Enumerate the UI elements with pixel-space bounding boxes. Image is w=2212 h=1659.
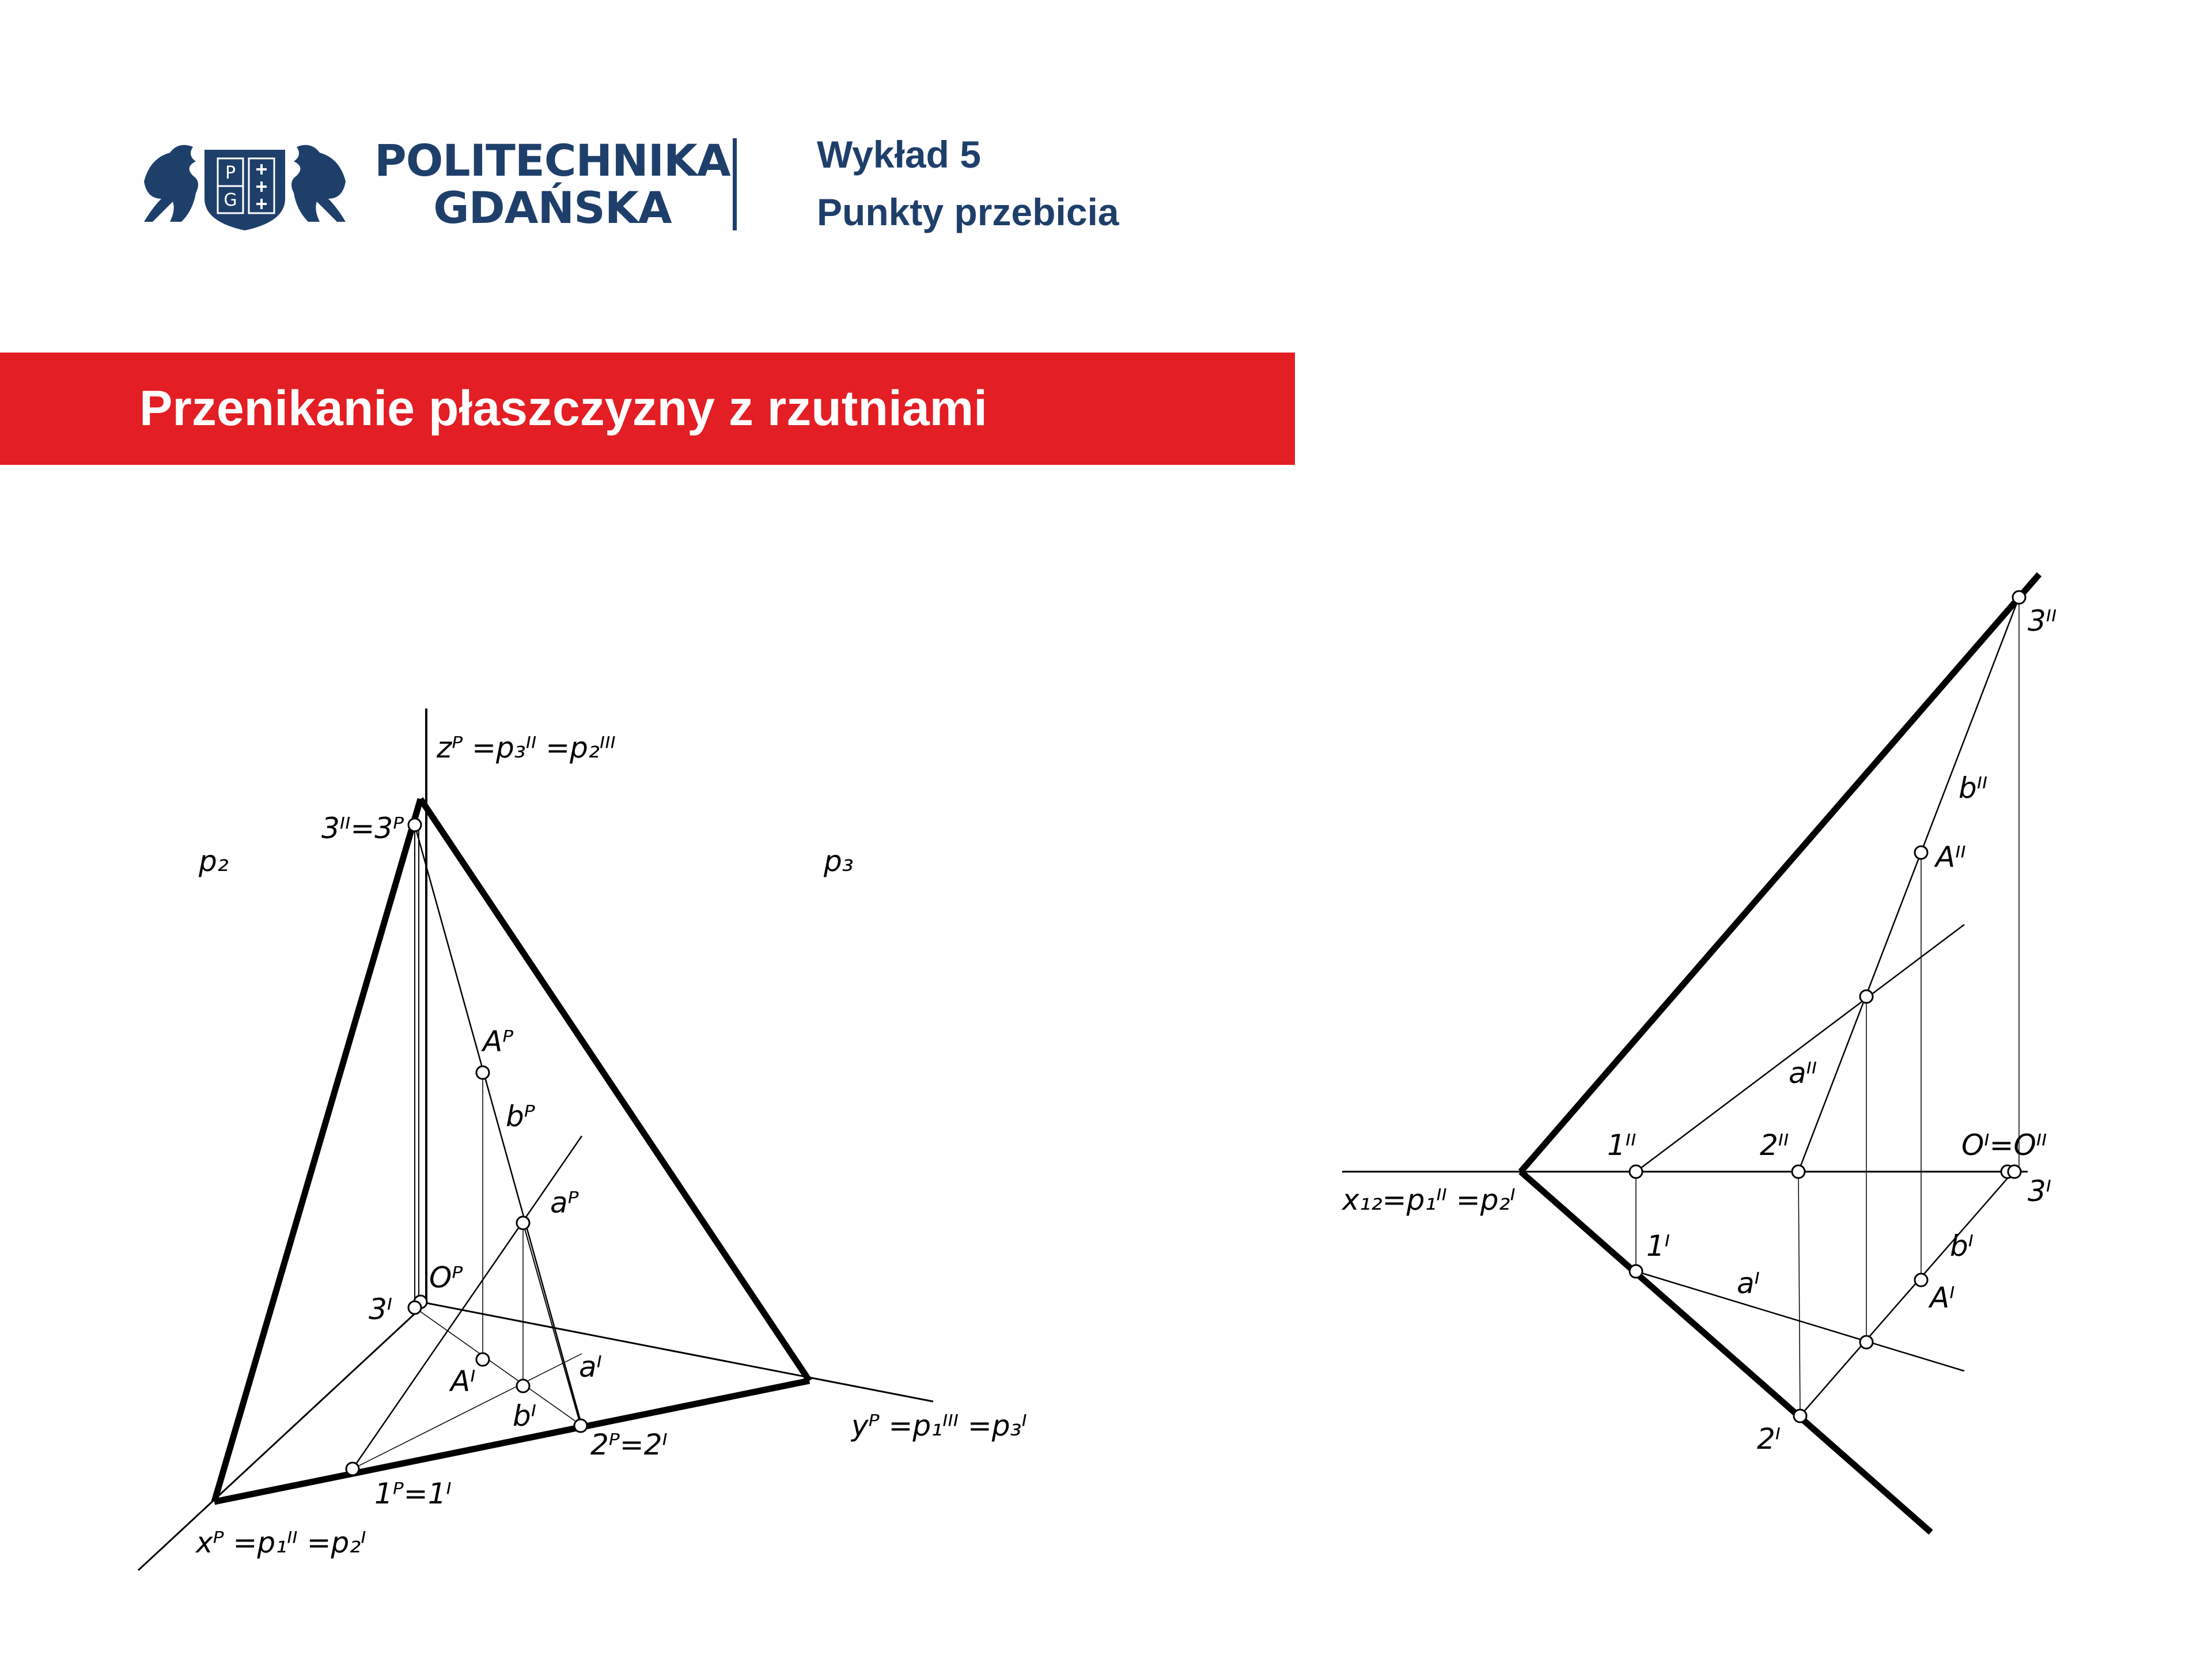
university-name-line1: POLITECHNIKA bbox=[374, 135, 730, 186]
point-bprime bbox=[517, 1380, 529, 1392]
projection-line-2 bbox=[1798, 1172, 1800, 1416]
point-ap bbox=[517, 1217, 529, 1229]
point-1p-r bbox=[1630, 1265, 1642, 1278]
label-z: zᴾ =p₃ᴵᴵ =p₂ᴵᴵᴵ bbox=[437, 731, 616, 764]
label-1p-r: 1ᴵ bbox=[1646, 1229, 1671, 1263]
label-Aprime: Aᴵ bbox=[450, 1365, 476, 1398]
left-diagram bbox=[138, 709, 933, 1570]
label-3p-r: 3ᴵ bbox=[2028, 1175, 2052, 1208]
label-ap: aᴾ bbox=[550, 1186, 579, 1219]
label-3prime: 3ᴵ bbox=[369, 1293, 393, 1326]
point-1pp-r bbox=[1630, 1165, 1642, 1178]
label-O-r: Oᴵ=Oᴵᴵ bbox=[1961, 1128, 2047, 1162]
label-x: xᴾ =p₁ᴵᴵ =p₂ᴵ bbox=[196, 1526, 366, 1559]
label-bpp-r: bᴵᴵ bbox=[1959, 771, 1988, 805]
label-3pp-r: 3ᴵᴵ bbox=[2028, 604, 2057, 638]
label-App-r: Aᴵᴵ bbox=[1936, 840, 1966, 874]
label-1: 1ᴾ=1ᴵ bbox=[374, 1477, 452, 1510]
slide-title: Przenikanie płaszczyzny z rzutniami bbox=[139, 381, 988, 436]
trace-x bbox=[214, 1381, 809, 1502]
point-1 bbox=[346, 1463, 359, 1475]
line-bpp bbox=[1798, 597, 2019, 1172]
university-name-line2: GDAŃSKA bbox=[433, 182, 672, 233]
point-Aprime bbox=[476, 1353, 489, 1366]
label-p3: p₃ bbox=[824, 844, 854, 878]
label-bp: bᴾ bbox=[506, 1100, 535, 1133]
label-Op: Oᴾ bbox=[429, 1261, 463, 1294]
label-p2: p₂ bbox=[199, 844, 229, 878]
line-app bbox=[1636, 925, 1964, 1172]
point-3pp-r bbox=[2013, 591, 2025, 604]
point-3p-r bbox=[2008, 1165, 2021, 1178]
svg-text:P: P bbox=[225, 163, 236, 183]
point-3pp bbox=[408, 819, 421, 831]
label-aprime: aᴵ bbox=[579, 1350, 602, 1384]
label-Ap: Aᴾ bbox=[483, 1025, 514, 1058]
label-bprime: bᴵ bbox=[513, 1399, 537, 1433]
label-x12: x₁₂=p₁ᴵᴵ =p₂ᴵ bbox=[1342, 1183, 1516, 1217]
label-3pp: 3ᴵᴵ=3ᴾ bbox=[321, 812, 404, 845]
lecture-topic: Punkty przebicia bbox=[817, 191, 1119, 233]
trace-y bbox=[421, 799, 809, 1381]
point-2p-r bbox=[1794, 1410, 1806, 1422]
point-3prime bbox=[408, 1301, 421, 1314]
point-2 bbox=[574, 1419, 587, 1432]
y-axis bbox=[426, 1303, 933, 1402]
point-intp-r bbox=[1860, 1336, 1873, 1349]
line-bprime-r bbox=[1800, 1172, 2013, 1416]
label-bp-r: bᴵ bbox=[1950, 1229, 1974, 1263]
right-diagram bbox=[1342, 574, 2039, 1532]
label-ap-r: aᴵ bbox=[1737, 1267, 1760, 1300]
label-1pp-r: 1ᴵᴵ bbox=[1607, 1128, 1637, 1162]
svg-text:G: G bbox=[224, 190, 237, 210]
point-Ap bbox=[476, 1066, 489, 1079]
trace-lower bbox=[1521, 1172, 1931, 1532]
trace-z bbox=[214, 799, 421, 1502]
label-y: yᴾ =p₁ᴵᴵᴵ =p₃ᴵ bbox=[851, 1409, 1027, 1442]
point-App-r bbox=[1915, 846, 1927, 859]
point-Ap-r bbox=[1915, 1274, 1927, 1286]
label-2p-r: 2ᴵ bbox=[1757, 1422, 1781, 1456]
label-2: 2ᴾ=2ᴵ bbox=[590, 1428, 668, 1461]
label-app-r: aᴵᴵ bbox=[1789, 1056, 1817, 1090]
point-int-r bbox=[1860, 990, 1873, 1003]
lecture-number: Wykład 5 bbox=[817, 133, 981, 176]
label-2pp-r: 2ᴵᴵ bbox=[1760, 1128, 1789, 1162]
label-Ap-r: Aᴵ bbox=[1930, 1281, 1955, 1315]
point-2pp-r bbox=[1792, 1165, 1805, 1178]
